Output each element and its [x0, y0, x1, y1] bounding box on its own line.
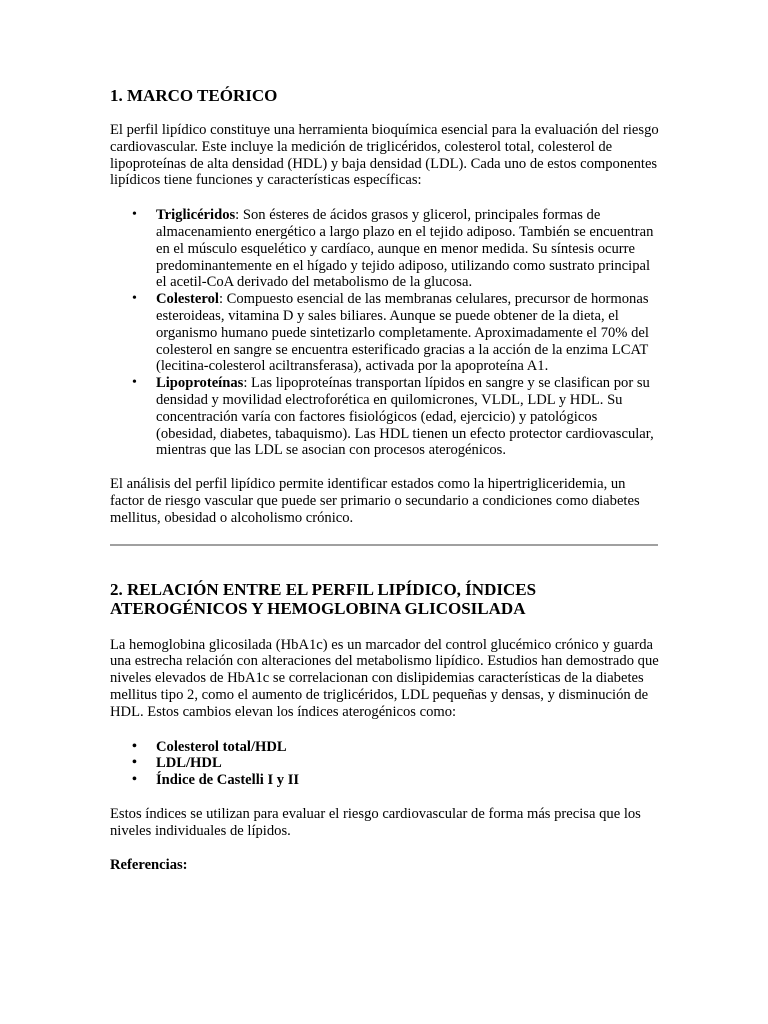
description-lipoproteinas: : Las lipoproteínas transportan lípidos en sangre y se clasifican por su densidad y movilidad electroforética en quilomicrones, VLDL, LDL y HDL. Su concentración varía con factores fisiológicos (edad, ejercicio) y patológicos (obesidad, diabetes, tabaquismo). Las HDL tienen un efecto protector cardiovascular, mientras que las LDL se asocian con procesos aterogénicos.	[156, 375, 654, 459]
section-1-intro-paragraph: El perfil lipídico constituye una herramienta bioquímica esencial para la evaluación del riesgo cardiovascular. Este incluye la medición de triglicéridos, colesterol total, colesterol de lipoproteínas de alta densidad (HDL) y baja densidad (LDL). Cada uno de estos componentes lipídicos tiene funciones y características específicas:	[110, 122, 659, 189]
term-trigliceridos: Triglicéridos	[156, 207, 236, 224]
lipid-components-list	[110, 207, 660, 459]
section-2-closing-paragraph: Estos índices se utilizan para evaluar el riesgo cardiovascular de forma más precisa que los niveles individuales de lípidos.	[110, 805, 641, 839]
term-colesterol: Colesterol	[156, 291, 219, 308]
description-colesterol: : Compuesto esencial de las membranas celulares, precursor de hormonas esteroideas, vitamina D y sales biliares. Aunque se puede obtener de la dieta, el organismo humano puede sintetizarlo completamente. Aproximadamente el 70% del colesterol en sangre se encuentra esterificado gracias a la acción de la enzima LCAT (lecitina-colesterol aciltransferasa), activada por la apoproteína A1.	[156, 291, 649, 375]
section-1-closing-paragraph: El análisis del perfil lipídico permite identificar estados como la hipertrigliceridemia, un factor de riesgo vascular que puede ser primario o secundario a condiciones como diabetes mellitus, obesidad o alcoholismo crónico.	[110, 476, 640, 526]
section-divider	[110, 544, 658, 546]
index-item-castelli: • Índice de Castelli I y II	[156, 772, 660, 789]
document-content	[110, 86, 660, 873]
description-trigliceridos: : Son ésteres de ácidos grasos y glicerol, principales formas de almacenamiento energético a largo plazo en el tejido adiposo. También se encuentran en el músculo esquelético y cardíaco, aunque en menor medida. Su síntesis ocurre predominantemente en el hígado y tejido adiposo, utilizando como sustrato principal el acetil-CoA derivado del metabolismo de la glucosa.	[156, 207, 654, 291]
index-item-colesterol-total-hdl: • Colesterol total/HDL	[156, 739, 660, 756]
atherogenic-indices-list	[110, 739, 660, 789]
list-item-lipoproteinas	[156, 375, 660, 459]
index-item-ldl-hdl: • LDL/HDL	[156, 755, 660, 772]
section-2-heading: 2. RELACIÓN ENTRE EL PERFIL LIPÍDICO, ÍNDICES ATEROGÉNICOS Y HEMOGLOBINA GLICOSILADA	[110, 579, 537, 618]
references-label: Referencias:	[110, 856, 188, 873]
term-lipoproteinas: Lipoproteínas	[156, 375, 244, 392]
section-2-intro-paragraph: La hemoglobina glicosilada (HbA1c) es un marcador del control glucémico crónico y guarda una estrecha relación con alteraciones del metabolismo lipídico. Estudios han demostrado que niveles elevados de HbA1c se correlacionan con dislipidemias características de la diabetes mellitus tipo 2, como el aumento de triglicéridos, LDL pequeñas y densas, y disminución de HDL. Estos cambios elevan los índices aterogénicos como:	[110, 636, 659, 720]
section-1-heading: 1. MARCO TEÓRICO	[110, 86, 278, 105]
list-item-colesterol	[156, 291, 660, 375]
list-item-trigliceridos	[156, 207, 660, 291]
